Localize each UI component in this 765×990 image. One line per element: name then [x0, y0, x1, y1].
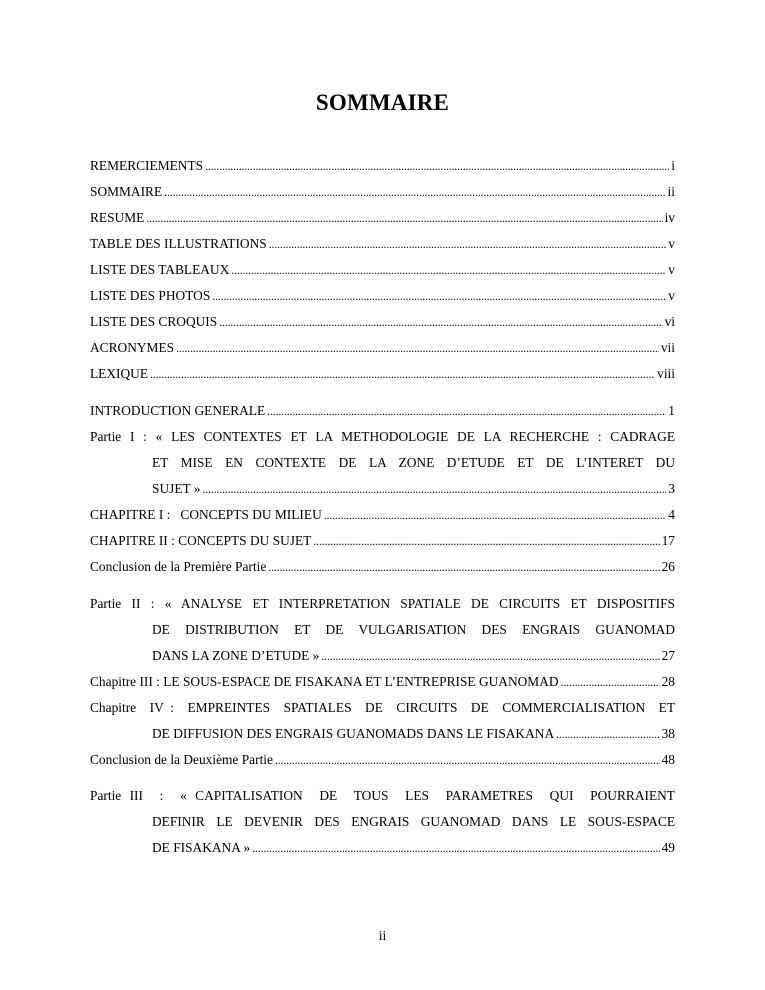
- chapter-4-heading-line1: Chapitre IV : EMPREINTES SPATIALES DE CIRCUITS DE COMMERCIALISATION ET: [90, 700, 675, 715]
- toc-label: LISTE DES PHOTOS: [90, 288, 211, 303]
- toc-label: CHAPITRE II : CONCEPTS DU SUJET: [90, 533, 312, 548]
- toc-label: DE DIFFUSION DES ENGRAIS GUANOMADS DANS LE FISAKANA: [152, 726, 555, 741]
- toc-entry: [90, 312, 675, 332]
- part-three-heading-line2: DEFINIR LE DEVENIR DES ENGRAIS GUANOMAD DANS LE SOUS-ESPACE: [152, 814, 675, 829]
- toc-entry-part-three: [152, 838, 675, 858]
- toc-label: SUJET »: [152, 481, 201, 496]
- dot-leader: [212, 286, 666, 306]
- dot-leader: [321, 646, 659, 666]
- dot-leader: [150, 364, 655, 384]
- toc-page: v: [668, 262, 675, 277]
- toc-page: 17: [661, 533, 675, 548]
- toc-page: ii: [667, 184, 675, 199]
- toc-page: v: [668, 236, 675, 251]
- toc-entry: [90, 286, 675, 306]
- part-three-heading-line1: Partie III : « CAPITALISATION DE TOUS LES PARAMETRES QUI POURRAIENT: [90, 788, 675, 803]
- toc-entry-conclusion-1: [90, 557, 675, 577]
- toc-label: ACRONYMES: [90, 340, 175, 355]
- toc-page: 26: [661, 559, 675, 574]
- dot-leader: [176, 338, 659, 358]
- toc-entry: [90, 208, 675, 228]
- dot-leader: [231, 260, 666, 280]
- dot-leader: [252, 838, 659, 858]
- toc-label: DE FISAKANA »: [152, 840, 251, 855]
- toc-entry-chapter-3: [90, 672, 675, 692]
- toc-page: i: [671, 158, 675, 173]
- toc-entry-conclusion-2: [90, 750, 675, 770]
- toc-page: 1: [668, 403, 675, 418]
- dot-leader: [267, 401, 666, 421]
- dot-leader: [324, 505, 667, 525]
- dot-leader: [556, 724, 659, 744]
- toc-entry: [90, 182, 675, 202]
- part-one-heading-line2: ET MISE EN CONTEXTE DE LA ZONE D’ETUDE ET DE L’INTERET DU: [152, 455, 675, 470]
- toc-label: DANS LA ZONE D’ETUDE »: [152, 648, 320, 663]
- toc-page: 49: [661, 840, 675, 855]
- toc-page: v: [668, 288, 675, 303]
- toc-entry: [90, 234, 675, 254]
- dot-leader: [561, 672, 660, 692]
- toc-entry-part-one: [152, 479, 675, 499]
- part-two-heading-line2: DE DISTRIBUTION ET DE VULGARISATION DES ENGRAIS GUANOMAD: [152, 622, 675, 637]
- toc-label: LISTE DES CROQUIS: [90, 314, 218, 329]
- toc-label: RESUME: [90, 210, 145, 225]
- part-two-heading-line1: Partie II : « ANALYSE ET INTERPRETATION SPATIALE DE CIRCUITS ET DISPOSITIFS: [90, 596, 675, 611]
- dot-leader: [146, 208, 662, 228]
- toc-label: Conclusion de la Deuxième Partie: [90, 752, 273, 767]
- toc-page: 27: [661, 648, 675, 663]
- dot-leader: [203, 479, 667, 499]
- toc-label: LISTE DES TABLEAUX: [90, 262, 230, 277]
- toc-page: 38: [661, 726, 675, 741]
- toc-label: REMERCIEMENTS: [90, 158, 204, 173]
- toc-entry-chapter-4: [152, 724, 675, 744]
- dot-leader: [275, 750, 660, 770]
- toc-page: iv: [664, 210, 675, 225]
- page-title: SOMMAIRE: [315, 90, 450, 115]
- toc-page: vi: [664, 314, 675, 329]
- part-one-heading-line1: Partie I : « LES CONTEXTES ET LA METHODOLOGIE DE LA RECHERCHE : CADRAGE: [90, 429, 675, 444]
- toc-entry-part-two: [152, 646, 675, 666]
- toc-label: SOMMAIRE: [90, 184, 163, 199]
- dot-leader: [269, 234, 667, 254]
- toc-page: 4: [668, 507, 675, 522]
- toc-label: INTRODUCTION GENERALE: [90, 403, 266, 418]
- toc-label: TABLE DES ILLUSTRATIONS: [90, 236, 267, 251]
- toc-entry: [90, 260, 675, 280]
- toc-entry: [90, 338, 675, 358]
- dot-leader: [219, 312, 662, 332]
- toc-entry-introduction: [90, 401, 675, 421]
- toc-entry: [90, 364, 675, 384]
- toc-entry: [90, 156, 675, 176]
- toc-page: vii: [660, 340, 675, 355]
- toc-label: CHAPITRE I : CONCEPTS DU MILIEU: [90, 507, 322, 522]
- toc-page: 28: [661, 674, 675, 689]
- toc-label: LEXIQUE: [90, 366, 149, 381]
- page-number: ii: [378, 928, 387, 943]
- dot-leader: [313, 531, 659, 551]
- toc-page: viii: [657, 366, 675, 381]
- toc-page: 3: [668, 481, 675, 496]
- dot-leader: [268, 557, 659, 577]
- toc-entry-chapter-1: [90, 505, 675, 525]
- toc-label: Chapitre III : LE SOUS-ESPACE DE FISAKANA ET L’ENTREPRISE GUANOMAD: [90, 674, 559, 689]
- toc-label: Conclusion de la Première Partie: [90, 559, 267, 574]
- dot-leader: [205, 156, 669, 176]
- dot-leader: [164, 182, 665, 202]
- toc-entry-chapter-2: [90, 531, 675, 551]
- toc-page: 48: [661, 752, 675, 767]
